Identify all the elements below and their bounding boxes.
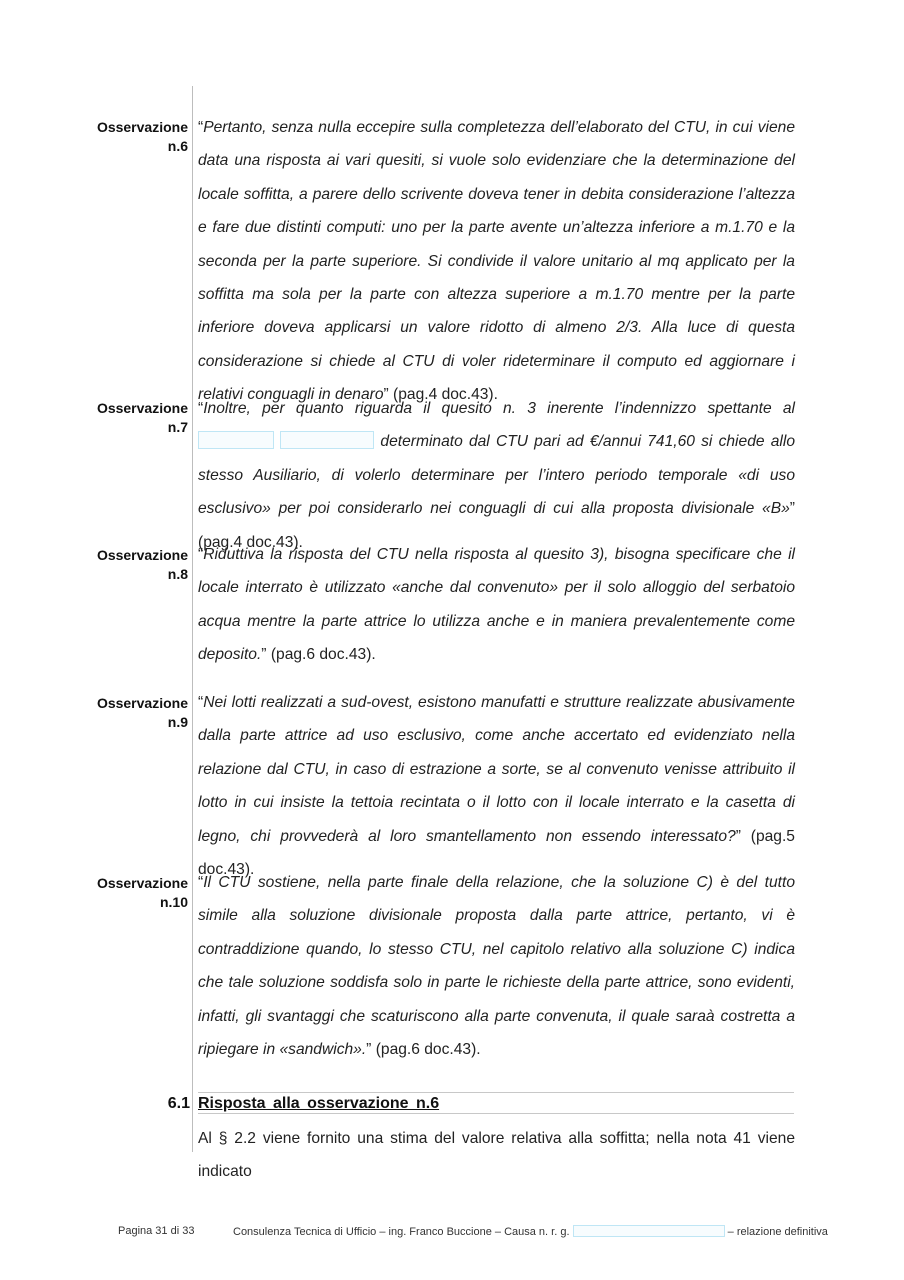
observation-quote-10 [198, 866, 795, 1066]
quote-text: Nei lotti realizzati a sud-ovest, esistono manufatti e strutture realizzate abusivamente dalla parte attrice ad uso esclusivo, come anche accertato ed evidenziato nella relazione dal CTU, in caso di estrazione a sorte, se al convenuto venisse attribuito il lotto in cui insiste la tettoia recintata o il lotto con il locale interrato e la casetta di legno, chi provvederà al loro smantellamento non essendo interessato? [198, 694, 795, 845]
open-quote: “ [198, 119, 204, 136]
footer-text-before: Consulenza Tecnica di Ufficio – ing. Franco Buccione – Causa n. r. g. [233, 1226, 570, 1238]
observation-label-9 [60, 694, 188, 732]
footer-text-after: – relazione definitiva [727, 1226, 828, 1238]
redacted-name [280, 431, 374, 449]
quote-reference: ” (pag.6 doc.43). [261, 646, 376, 664]
quote-reference: ” (pag.5 doc.43). [198, 827, 795, 879]
open-quote: “ [198, 874, 204, 891]
observation-label-word: Osservazione [96, 695, 188, 711]
margin-rule [192, 86, 193, 1152]
quote-text-a: Inoltre, per quanto riguarda il quesito n. 3 inerente l’indennizzo spettante al [203, 400, 795, 417]
observation-label-word: Osservazione [96, 875, 188, 891]
section-title: Risposta alla osservazione n.6 [198, 1095, 440, 1112]
observation-label-number: n.9 [167, 714, 188, 730]
observation-quote-6 [198, 111, 795, 412]
quote-text-b: determinato dal CTU pari ad €/annui 741,60 si chiede allo stesso Ausiliario, di volerlo determinare per l’intero periodo temporale «di uso esclusivo» per poi considerarlo nei conguagli di cui alla proposta divisionale «B» [198, 433, 795, 518]
observation-label-number: n.8 [167, 566, 188, 582]
open-quote: “ [198, 546, 204, 563]
quote-text: Il CTU sostiene, nella parte finale della relazione, che la soluzione C) è del tutto simile alla soluzione divisionale proposta dalla parte attrice, pertanto, vi è contraddizione quando, lo stesso CTU, nel capitolo relativo alla soluzione C) indica che tale soluzione soddisfa solo in parte le richieste della parte attrice, sono evidenti, infatti, gli svantaggi che scaturiscono alla parte convenuta, il quale saraà costretta a ripiegare in «sandwich». [198, 874, 795, 1059]
observation-label-6 [60, 118, 188, 156]
observation-label-number: n.7 [167, 419, 188, 435]
quote-reference: ” (pag.4 doc.43). [198, 500, 795, 551]
section-number: 6.1 [167, 1095, 190, 1112]
observation-label-10 [60, 874, 188, 912]
quote-text: Pertanto, senza nulla eccepire sulla completezza dell’elaborato del CTU, in cui viene data una risposta ai vari quesiti, si vuole solo evidenziare che la determinazione del locale soffitta, a parere dello scrivente doveva tener in debita considerazione l’altezza e fare due distinti computi: uno per la parte avente un’altezza inferiore a m.1.70 e la seconda per la parte superiore. Si condivide il valore unitario al mq applicato per la soffitta ma sola per la parte con altezza superiore a m.1.70 mentre per la parte inferiore doveva applicarsi un valore ridotto di almeno 2/3. Alla luce di questa considerazione si chiede al CTU di voler rideterminare il computo ed aggiornare i relativi conguagli in denaro [198, 119, 795, 404]
observation-label-word: Osservazione [96, 119, 188, 135]
section-body [198, 1122, 795, 1189]
observation-label-number: n.10 [159, 894, 188, 910]
observation-label-number: n.6 [167, 138, 188, 154]
redacted-name [198, 431, 274, 449]
observation-label-7 [60, 399, 188, 437]
observation-label-word: Osservazione [96, 400, 188, 416]
footer-page-number: Pagina 31 di 33 [118, 1225, 195, 1237]
redacted-case-number [573, 1225, 725, 1237]
quote-reference: ” (pag.4 doc.43). [383, 386, 498, 404]
observation-quote-9 [198, 686, 795, 886]
open-quote: “ [198, 400, 204, 417]
observation-label-8 [60, 546, 188, 584]
observation-label-word: Osservazione [96, 547, 188, 563]
open-quote: “ [198, 694, 204, 711]
footer-caption [233, 1225, 828, 1238]
quote-text: Riduttiva la risposta del CTU nella risposta al quesito 3), bisogna specificare che il locale interrato è utilizzato «anche dal convenuto» per il solo alloggio del serbatoio acqua mentre la parte attrice lo utilizza anche e in maniera prevalentemente come deposito. [198, 546, 795, 664]
section-heading [198, 1092, 794, 1114]
observation-quote-7 [198, 392, 795, 559]
observation-quote-8 [198, 538, 795, 672]
section-body-text: Al § 2.2 viene fornito una stima del valore relativa alla soffitta; nella nota 41 viene indicato [198, 1130, 795, 1181]
quote-reference: ” (pag.6 doc.43). [366, 1041, 481, 1059]
